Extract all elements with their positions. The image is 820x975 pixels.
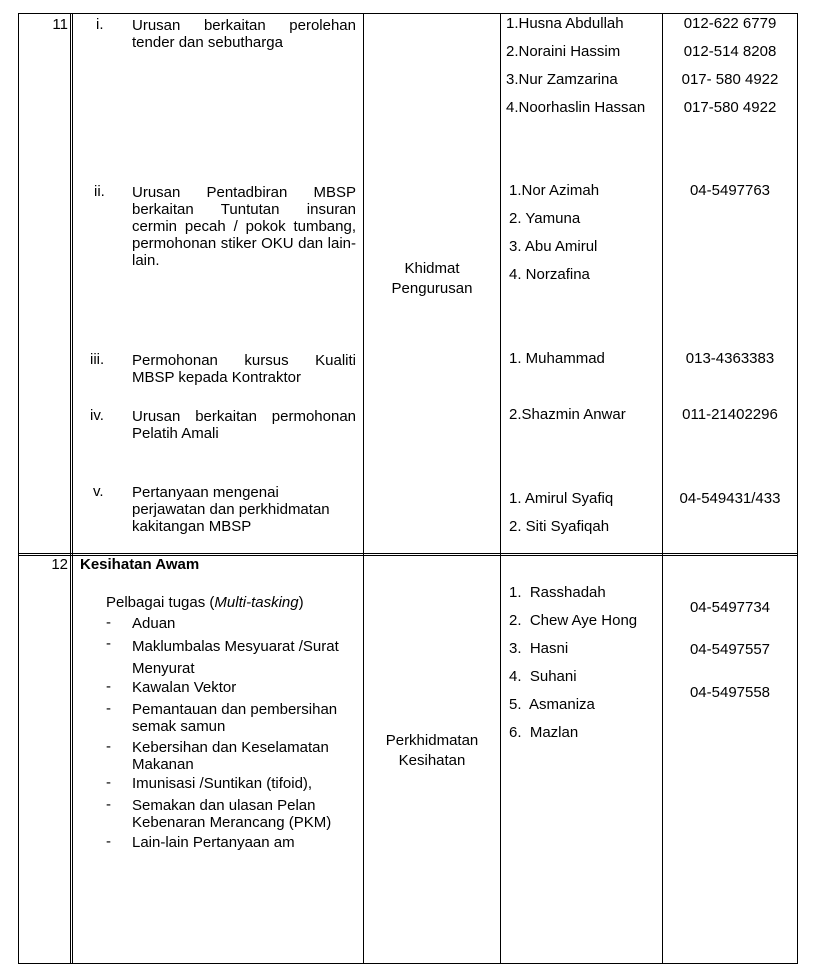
phone-number: 04-5497734 [689, 599, 771, 616]
phone-number: 012-622 6779 [683, 15, 777, 32]
contact-name: 4. Suhani [509, 668, 577, 685]
item-text: Urusan berkaitan perolehan tender dan sebutharga [132, 17, 356, 51]
bullet-dash: - [106, 738, 111, 755]
bullet-dash: - [106, 796, 111, 813]
contact-name: 2.Shazmin Anwar [509, 406, 626, 423]
section-title: Kesihatan Awam [80, 556, 200, 573]
tasks-intro: Pelbagai tugas (Multi-tasking) [106, 594, 304, 611]
contact-name: 1. Amirul Syafiq [509, 490, 614, 507]
item-text: Permohonan kursus Kualiti MBSP kepada Kontraktor [132, 352, 356, 386]
contact-name: 2. Siti Syafiqah [509, 518, 610, 535]
bullet-dash: - [106, 614, 111, 631]
item-text: Urusan berkaitan permohonan Pelatih Amali [132, 408, 356, 442]
contact-name: 4.Noorhaslin Hassan [506, 99, 646, 116]
table-border-left [18, 13, 19, 964]
task-item: Kawalan Vektor [132, 679, 237, 696]
phone-number: 012-514 8208 [683, 43, 777, 60]
phone-number: 013-4363383 [685, 350, 775, 367]
phone-number: 04-549431/433 [679, 490, 781, 507]
contact-name: 1.Nor Azimah [509, 182, 600, 199]
item-text: Urusan Pentadbiran MBSP berkaitan Tuntutan insuran cermin pecah / pokok tumbang, permohonan stiker OKU dan lain-lain. [132, 184, 356, 269]
bullet-dash: - [106, 833, 111, 850]
task-item: Kebersihan dan Keselamatan Makanan [132, 739, 329, 773]
item-numeral: v. [93, 483, 104, 500]
bullet-dash: - [106, 774, 111, 791]
phone-number: 017-580 4922 [683, 99, 777, 116]
table-row-divider [18, 553, 798, 554]
phone-number: 011-21402296 [682, 406, 778, 423]
item-numeral: iv. [90, 407, 104, 424]
table-column-divider [70, 13, 71, 964]
contact-name: 4. Norzafina [509, 266, 590, 283]
table-column-divider [363, 13, 364, 964]
contact-name: 3. Hasni [509, 640, 569, 657]
contact-name: 6. Mazlan [509, 724, 579, 741]
phone-number: 017- 580 4922 [681, 71, 779, 88]
contact-name: 1.Husna Abdullah [506, 15, 624, 32]
table-border-bottom [18, 963, 798, 964]
table-border-right [797, 13, 798, 964]
table-column-divider [500, 13, 501, 964]
task-item: Semakan dan ulasan Pelan Kebenaran Merancang (PKM) [132, 797, 332, 831]
contact-name: 1. Muhammad [509, 350, 605, 367]
item-text: Pertanyaan mengenai perjawatan dan perkhidmatan kakitangan MBSP [132, 484, 330, 535]
row-number: 11 [52, 16, 68, 33]
bullet-dash: - [106, 678, 111, 695]
item-numeral: ii. [94, 183, 105, 200]
contact-name: 5. Asmaniza [509, 696, 595, 713]
bullet-dash: - [106, 635, 111, 652]
contact-name: 2. Chew Aye Hong [509, 612, 638, 629]
table-column-divider [662, 13, 663, 964]
bullet-dash: - [106, 700, 111, 717]
table-border-top [18, 13, 798, 14]
contact-name: 2. Yamuna [509, 210, 581, 227]
phone-number: 04-5497763 [689, 182, 771, 199]
table-column-divider [72, 13, 73, 964]
contact-name: 2.Noraini Hassim [506, 43, 621, 60]
task-item: Pemantauan dan pembersihan semak samun [132, 701, 338, 735]
phone-number: 04-5497557 [689, 641, 771, 658]
contact-name: 1. Rasshadah [509, 584, 606, 601]
division-name: Khidmat Pengurusan [391, 260, 473, 297]
task-item: Lain-lain Pertanyaan am [132, 834, 295, 851]
phone-number: 04-5497558 [689, 684, 771, 701]
contact-name: 3.Nur Zamzarina [506, 71, 618, 88]
task-item: Imunisasi /Suntikan (tifoid), [132, 775, 313, 792]
task-item: Aduan [132, 615, 176, 632]
contact-name: 3. Abu Amirul [509, 238, 598, 255]
division-name: Perkhidmatan Kesihatan [385, 732, 479, 769]
row-number: 12 [51, 556, 68, 573]
item-numeral: iii. [90, 351, 105, 368]
item-numeral: i. [96, 16, 104, 33]
task-item: Maklumbalas Mesyuarat /Surat Menyurat [132, 638, 339, 677]
